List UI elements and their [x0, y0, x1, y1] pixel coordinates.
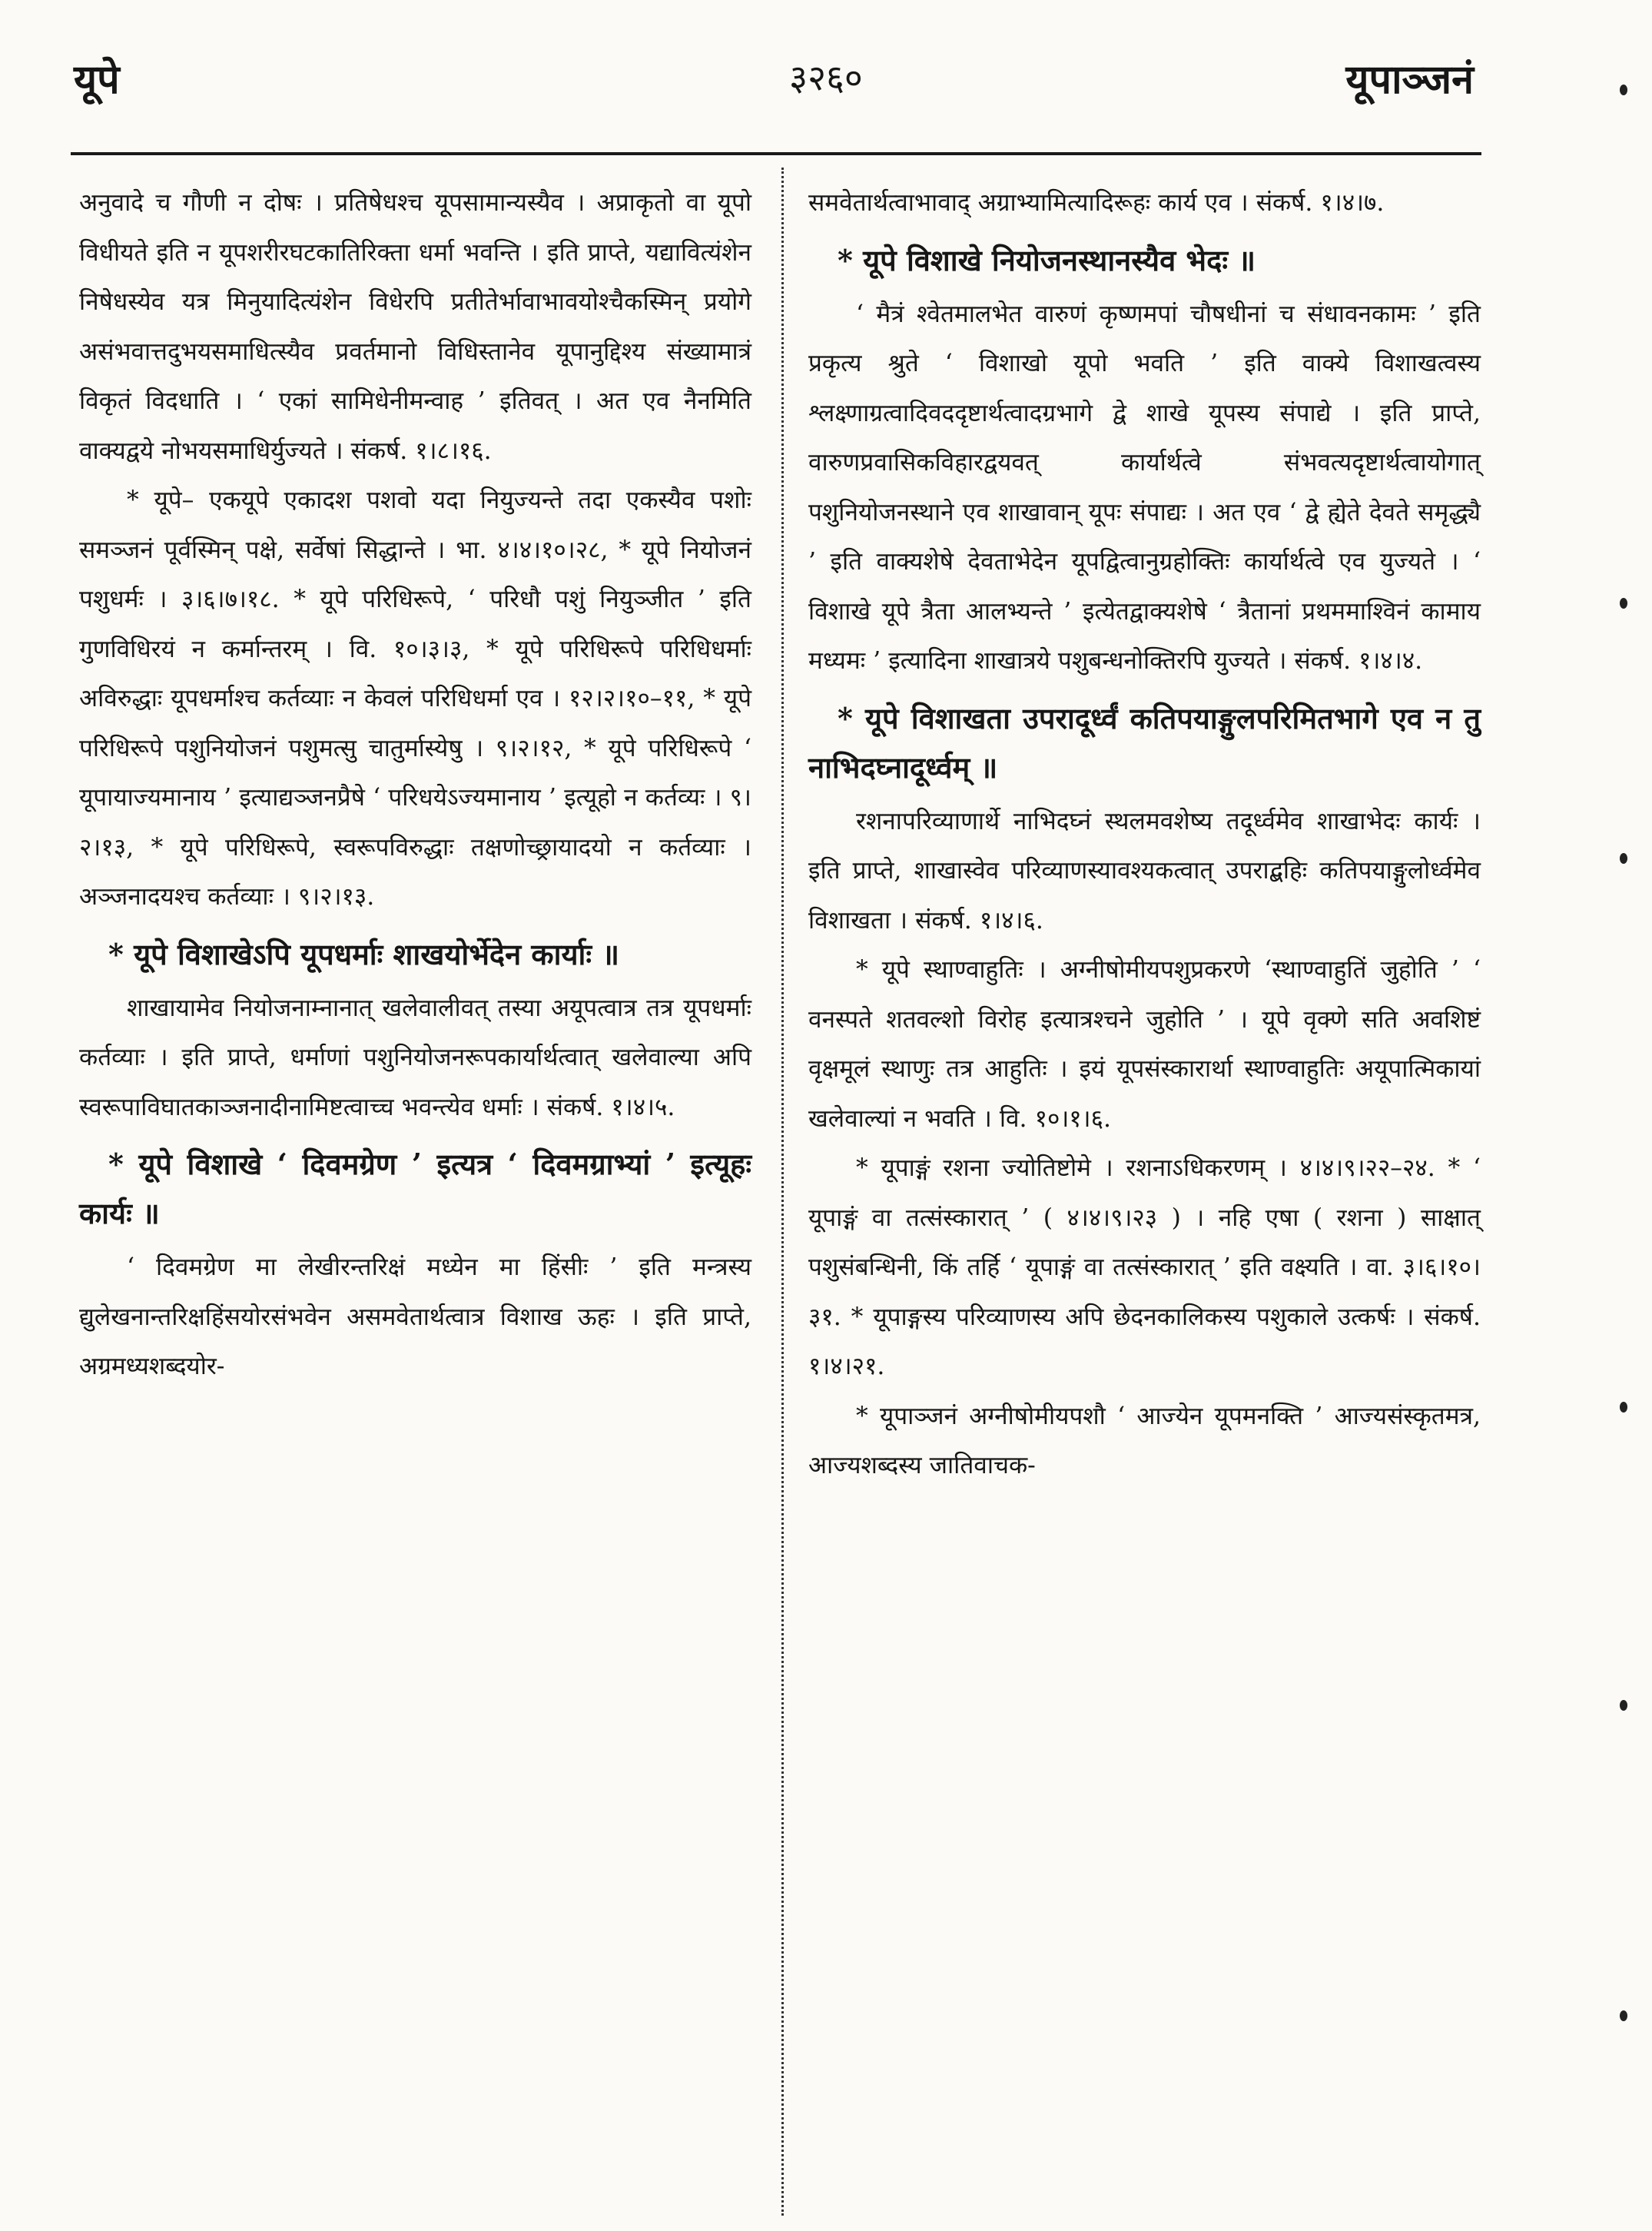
entry-paragraph: ‘ मैत्रं श्वेतमालभेत वारुणं कृष्णमपां चौषधीनां च संधावनकामः ’ इति प्रकृत्य श्रुते ‘ विशाखो यूपो भवति ’ इति वाक्ये विशाखत्वस्य श्लक्ष्णाग्रत्वादिवददृष्टार्थत्वादग्रभागे द्वे शाखे यूपस्य संपाद्ये । इति प्राप्ते, वारुणप्रवासिकविहारद्वयवत् कार्यार्थत्वे संभवत्यदृष्टार्थत्वायोगात् पशुनियोजनस्थाने एव शाखावान् यूपः संपाद्यः । अत एव ‘ द्वे ह्येते देवते समृद्ध्यै ’ इति वाक्यशेषे देवताभेदेन यूपद्वित्वानुग्रहोक्तिः कार्यार्थत्वे एव युज्यते । ‘ विशाखे यूपे त्रैता आलभ्यन्ते ’ इत्येतद्वाक्यशेषे ‘ त्रैतानां प्रथममाश्विनं कामाय मध्यमः ’ इत्यादिना शाखात्रये पशुबन्धनोक्तिरपि युज्यते । संकर्ष. १।४।४. — [808, 300, 1481, 675]
margin-mark — [1620, 85, 1627, 95]
margin-mark — [1620, 598, 1627, 609]
left-column — [79, 178, 751, 1392]
margin-mark — [1620, 2010, 1627, 2021]
left-running-head: यूपे — [74, 56, 120, 103]
entry-paragraph: रशनापरिव्याणार्थे नाभिदघ्नं स्थलमवशेष्य तदूर्ध्वमेव शाखाभेदः कार्यः । इति प्राप्ते, शाखास्वेव परिव्याणस्यावश्यकत्वात् उपराद्बहिः कतिपयाङ्गुलोर्ध्वमेव विशाखता । संकर्ष. १।४।६. — [808, 807, 1481, 935]
entry-paragraph: अनुवादे च गौणी न दोषः । प्रतिषेधश्च यूपसामान्यस्यैव । अप्राकृतो वा यूपो विधीयते इति न यूपशरीरघटकातिरिक्ता धर्मा भवन्ति । इति प्राप्ते, यद्यावित्यंशेन निषेधस्येव यत्र मिनुयादित्यंशेन विधेरपि प्रतीतेर्भावाभावयोश्चैकस्मिन् प्रयोगे असंभवात्तदुभयसमाधित्स्यैव प्रवर्तमानो विधिस्तानेव यूपानुद्दिश्य संख्यामात्रं विकृतं विदधाति । ‘ एकां सामिधेनीमन्वाह ’ इतिवत् । अत एव नैनमिति वाक्यद्वये नोभयसमाधिर्युज्यते । संकर्ष. १।८।१६. — [79, 189, 751, 465]
right-column — [808, 178, 1481, 1491]
column-divider — [781, 168, 784, 2216]
entry-paragraph: * यूपे– एकयूपे एकादश पशवो यदा नियुज्यन्ते तदा एकस्यैव पशोः समञ्जनं पूर्वस्मिन् पक्षे, सर्वेषां सिद्धान्ते । भा. ४।४।१०।२८, * यूपे नियोजनं पशुधर्मः । ३।६।७।१८. * यूपे परिधिरूपे, ‘ परिधौ पशुं नियुञ्जीत ’ इति गुणविधिरयं न कर्मान्तरम् । वि. १०।३।३, * यूपे परिधिरूपे परिधिधर्माः अविरुद्धाः यूपधर्माश्च कर्तव्याः न केवलं परिधिधर्मा एव । १२।२।१०–११, * यूपे परिधिरूपे पशुनियोजनं पशुमत्सु चातुर्मास्येषु । ९।२।१२, * यूपे परिधिरूपे ‘ यूपायाज्यमानाय ’ इत्याद्यञ्जनप्रैषे ‘ परिधयेऽज्यमानाय ’ इत्यूहो न कर्तव्यः । ९।२।१३, * यूपे परिधिरूपे, स्वरूपविरुद्धाः तक्षणोच्छ्रायादयो न कर्तव्याः । अञ्जनादयश्च कर्तव्याः । ९।२।१३. — [79, 486, 751, 911]
section-heading: * यूपे विशाखेऽपि यूपधर्माः शाखयोर्भेदेन कार्याः ॥ — [108, 936, 619, 971]
entry-paragraph: ‘ दिवमग्रेण मा लेखीरन्तरिक्षं मध्येन मा हिंसीः ’ इति मन्त्रस्य द्युलेखनान्तरिक्षहिंसयोरसंभवेन असमवेतार्थत्वात्र विशाख ऊहः । इति प्राप्ते, अग्रमध्यशब्दयोर- — [79, 1253, 751, 1380]
entry-paragraph: * यूपे स्थाण्वाहुतिः । अग्नीषोमीयपशुप्रकरणे ‘स्थाण्वाहुतिं जुहोति ’ ‘ वनस्पते शतवल्शो विरोह इत्यात्रश्चने जुहोति ’ । यूपे वृक्णे सति अवशिष्टं वृक्षमूलं स्थाणुः तत्र आहुतिः । इयं यूपसंस्कारार्था स्थाण्वाहुतिः अयूपात्मिकायां खलेवाल्यां न भवति । वि. १०।१।६. — [808, 956, 1481, 1133]
page-number: ३२६० — [789, 57, 863, 98]
entry-paragraph: * यूपाञ्जनं अग्नीषोमीयपशौ ‘ आज्येन यूपमनक्ति ’ आज्यसंस्कृतमत्र, आज्यशब्दस्य जातिवाचक- — [808, 1402, 1481, 1479]
entry-paragraph: शाखायामेव नियोजनाम्नानात् खलेवालीवत् तस्या अयूपत्वात्र तत्र यूपधर्माः कर्तव्याः । इति प्राप्ते, धर्माणां पशुनियोजनरूपकार्यार्थत्वात् खलेवाल्या अपि स्वरूपाविघातकाञ्जनादीनामिष्टत्वाच्च भवन्त्येव धर्माः । संकर्ष. १।४।५. — [79, 994, 751, 1121]
margin-mark — [1620, 1402, 1627, 1413]
section-heading: * यूपे विशाखे ‘ दिवमग्रेण ’ इत्यत्र ‘ दिवमग्राभ्यां ’ इत्यूहः कार्यः ॥ — [79, 1147, 751, 1230]
section-heading: * यूपे विशाखे नियोजनस्थानस्यैव भेदः ॥ — [838, 242, 1256, 277]
right-running-head: यूपाञ्जनं — [1345, 56, 1474, 103]
entry-paragraph: * यूपाङ्गं रशना ज्योतिष्टोमे । रशनाऽधिकरणम् । ४।४।९।२२–२४. * ‘ यूपाङ्गं वा तत्संस्कारात् ’ ( ४।४।९।२३ ) । नहि एषा ( रशना ) साक्षात् पशुसंबन्धिनी, किं तर्हि ‘ यूपाङ्गं वा तत्संस्कारात् ’ इति वक्ष्यति । वा. ३।६।१०।३१. * यूपाङ्गस्य परिव्याणस्य अपि छेदनकालिकस्य पशुकाले उत्कर्षः । संकर्ष. १।४।२१. — [808, 1154, 1481, 1380]
section-heading: * यूपे विशाखता उपरादूर्ध्वं कतिपयाङ्गुलपरिमितभागे एव न तु नाभिदघ्नादूर्ध्वम् ॥ — [808, 700, 1481, 785]
header-rule — [71, 152, 1481, 155]
margin-mark — [1620, 853, 1627, 864]
entry-paragraph: समवेतार्थत्वाभावाद् अग्राभ्यामित्यादिरूहः कार्य एव । संकर्ष. १।४।७. — [808, 189, 1385, 217]
margin-mark — [1620, 1700, 1627, 1711]
